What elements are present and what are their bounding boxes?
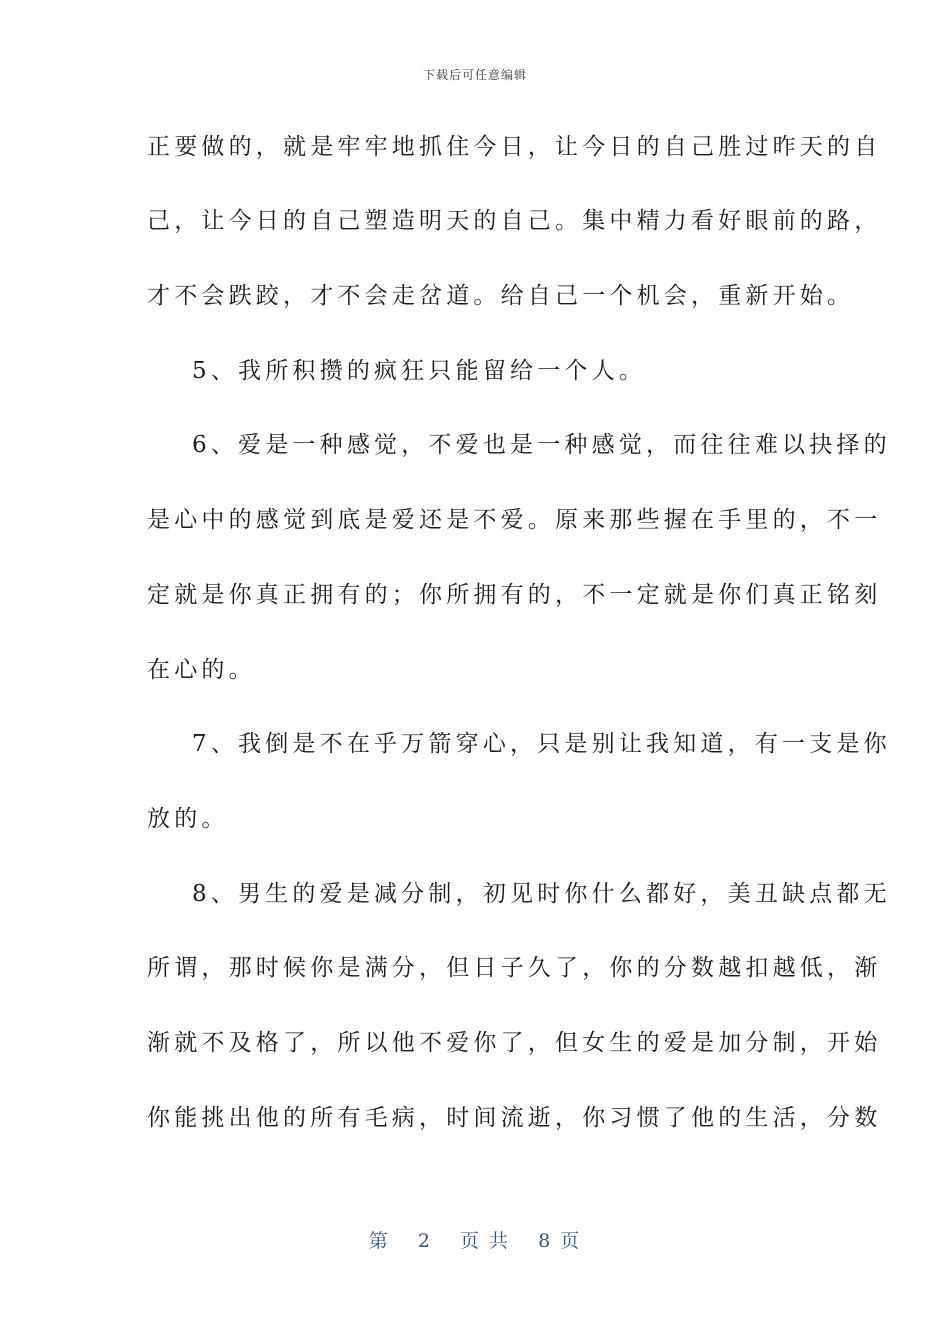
page-footer	[0, 1226, 950, 1253]
text-line: 己，让今日的自己塑造明天的自己。集中精力看好眼前的路，	[147, 208, 882, 234]
footer-suffix: 页	[560, 1230, 582, 1252]
text-line: 放的。	[147, 806, 229, 832]
page-header: 下载后可任意编辑	[422, 68, 527, 82]
text-line: 你能挑出他的所有毛病，时间流逝，你习惯了他的生活，分数	[147, 1105, 882, 1131]
text-line: 定就是你真正拥有的；你所拥有的，不一定就是你们真正铭刻	[147, 582, 882, 608]
footer-total-pages: 8	[538, 1230, 553, 1252]
text-line: 5、我所积攒的疯狂只能留给一个人。	[192, 358, 647, 384]
footer-prefix: 第	[368, 1230, 390, 1252]
footer-middle: 页 共	[460, 1230, 511, 1252]
text-line: 所谓，那时候你是满分，但日子久了，你的分数越扣越低，渐	[147, 955, 882, 981]
text-line: 是心中的感觉到底是爱还是不爱。原来那些握在手里的，不一	[147, 507, 882, 533]
footer-page-number: 2	[417, 1230, 432, 1252]
text-line: 在心的。	[147, 657, 256, 683]
text-line: 7、我倒是不在乎万箭穿心，只是别让我知道，有一支是你	[192, 731, 891, 757]
text-line: 才不会跌跤，才不会走岔道。给自己一个机会，重新开始。	[147, 283, 855, 309]
text-line: 渐就不及格了，所以他不爱你了，但女生的爱是加分制，开始	[147, 1030, 882, 1056]
text-line: 6、爱是一种感觉，不爱也是一种感觉，而往往难以抉择的	[192, 432, 891, 458]
text-line: 正要做的，就是牢牢地抓住今日，让今日的自己胜过昨天的自	[147, 134, 882, 160]
text-line: 8、男生的爱是减分制，初见时你什么都好，美丑缺点都无	[192, 881, 891, 907]
